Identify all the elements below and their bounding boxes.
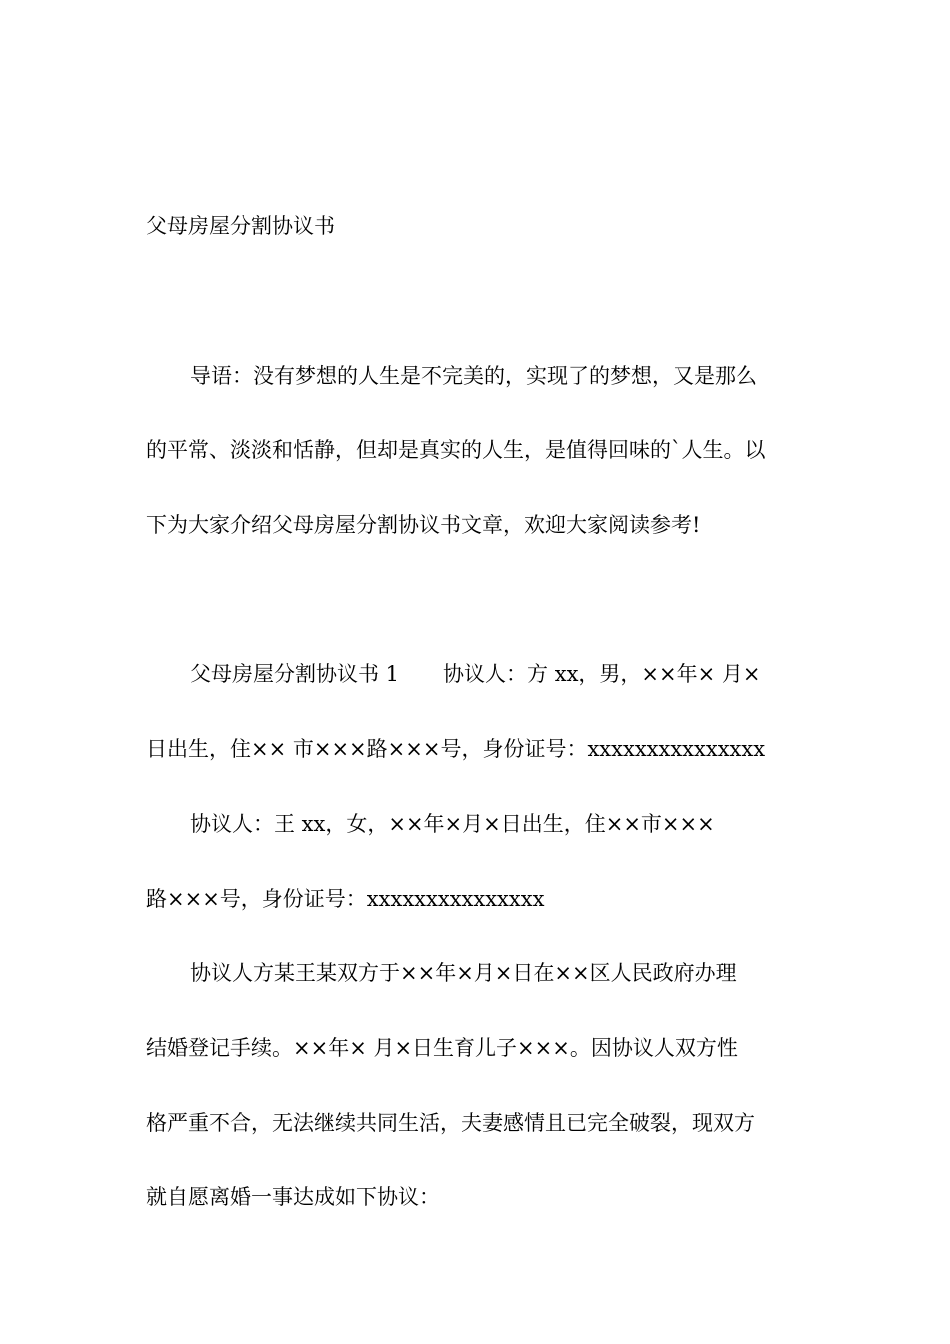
intro-line-3: 下为大家介绍父母房屋分割协议书文章，欢迎大家阅读参考! bbox=[146, 513, 701, 537]
body-line-1: 协议人方某王某双方于××年×月×日在××区人民政府办理 bbox=[190, 961, 737, 985]
party-1-start: 协议人：方 xx，男，××年× 月× bbox=[443, 662, 761, 686]
document-title: 父母房屋分割协议书 bbox=[146, 214, 335, 238]
intro-line-1: 导语：没有梦想的人生是不完美的，实现了的梦想，又是那么 bbox=[190, 364, 757, 388]
party-2-line-2: 路×××号，身份证号：xxxxxxxxxxxxxxx bbox=[146, 887, 545, 911]
section-1-heading: 父母房屋分割协议书 1 bbox=[190, 662, 400, 686]
party-1-line-2: 日出生，住×× 市×××路×××号，身份证号：xxxxxxxxxxxxxxx bbox=[146, 737, 766, 761]
intro-line-2: 的平常、淡淡和恬静，但却是真实的人生，是值得回味的`人生。以 bbox=[146, 438, 766, 462]
body-line-3: 格严重不合，无法继续共同生活，夫妻感情且已完全破裂，现双方 bbox=[146, 1111, 755, 1135]
party-2-line-1: 协议人：王 xx，女，××年×月×日出生，住××市××× bbox=[190, 812, 715, 836]
section-1-first-line bbox=[190, 660, 850, 688]
body-line-2: 结婚登记手续。××年× 月×日生育儿子×××。因协议人双方性 bbox=[146, 1036, 738, 1060]
body-line-4: 就自愿离婚一事达成如下协议： bbox=[146, 1185, 440, 1209]
